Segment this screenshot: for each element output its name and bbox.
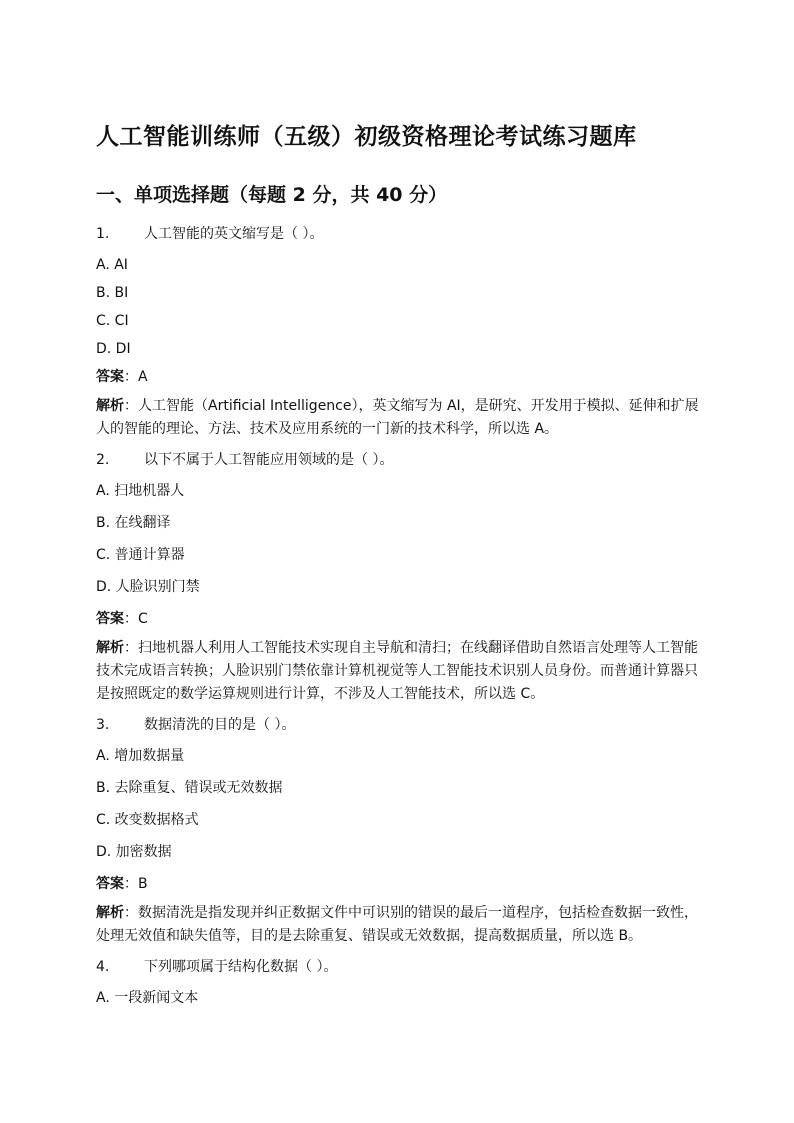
option-b: B. BI bbox=[96, 285, 129, 301]
answer-label: 答案 bbox=[96, 876, 124, 892]
explanation-text: 人工智能（Artificial Intelligence），英文缩写为 AI，是研究、开发用于模拟、延伸和扩展人的智能的理论、方法、技术及应用系统的一门新的技术科学，所以选 A。 bbox=[96, 398, 699, 437]
explanation-label: 解析 bbox=[96, 398, 124, 414]
answer-value: C bbox=[138, 611, 148, 627]
answer-label: 答案 bbox=[96, 611, 124, 627]
section-heading: 一、单项选择题（每题 2 分，共 40 分） bbox=[96, 184, 448, 206]
explanation-text: 扫地机器人利用人工智能技术实现自主导航和清扫；在线翻译借助自然语言处理等人工智能技术完成语言转换；人脸识别门禁依靠计算机视觉等人工智能技术识别人员身份。而普通计算器只是按照既定的数学运算规则进行计算，不涉及人工智能技术，所以选 C。 bbox=[96, 640, 698, 702]
option-c: C. 普通计算器 bbox=[96, 547, 185, 563]
question-stem bbox=[96, 713, 706, 737]
explanation-label: 解析 bbox=[96, 905, 124, 921]
option-d: D. DI bbox=[96, 341, 131, 357]
explanation-text: 数据清洗是指发现并纠正数据文件中可识别的错误的最后一道程序，包括检查数据一致性，处理无效值和缺失值等，目的是去除重复、错误或无效数据，提高数据质量，所以选 B。 bbox=[96, 905, 698, 944]
question-text: 数据清洗的目的是（ ）。 bbox=[144, 717, 296, 733]
question-text: 以下不属于人工智能应用领域的是（ ）。 bbox=[144, 452, 394, 468]
explanation: 解析：数据清洗是指发现并纠正数据文件中可识别的错误的最后一道程序，包括检查数据一致性，处理无效值和缺失值等，目的是去除重复、错误或无效数据，提高数据质量，所以选 B。 bbox=[96, 905, 698, 944]
option-d: D. 加密数据 bbox=[96, 844, 172, 860]
question-stem bbox=[96, 448, 706, 472]
explanation: 解析：人工智能（Artificial Intelligence），英文缩写为 AI，是研究、开发用于模拟、延伸和扩展人的智能的理论、方法、技术及应用系统的一门新的技术科学，所以选 A。 bbox=[96, 398, 699, 437]
question-stem bbox=[96, 955, 706, 979]
explanation-label: 解析 bbox=[96, 640, 124, 656]
question-2 bbox=[96, 448, 706, 706]
question-number: 4. bbox=[96, 959, 110, 975]
question-3 bbox=[96, 713, 706, 948]
question-text: 下列哪项属于结构化数据（ ）。 bbox=[144, 959, 338, 975]
question-number: 3. bbox=[96, 717, 110, 733]
answer-value: A bbox=[138, 369, 148, 385]
question-text: 人工智能的英文缩写是（ ）。 bbox=[144, 226, 324, 242]
answer-line: 答案：C bbox=[96, 611, 148, 627]
option-a: A. 一段新闻文本 bbox=[96, 990, 199, 1006]
answer-label: 答案 bbox=[96, 369, 124, 385]
question-1 bbox=[96, 222, 706, 441]
question-list bbox=[96, 222, 706, 1018]
option-b: B. 在线翻译 bbox=[96, 515, 171, 531]
question-number: 1. bbox=[96, 226, 110, 242]
option-a: A. 增加数据量 bbox=[96, 748, 185, 764]
answer-line: 答案：A bbox=[96, 369, 148, 385]
option-a: A. AI bbox=[96, 257, 128, 273]
question-stem bbox=[96, 222, 706, 246]
question-number: 2. bbox=[96, 452, 110, 468]
option-c: C. CI bbox=[96, 313, 129, 329]
option-a: A. 扫地机器人 bbox=[96, 483, 185, 499]
answer-value: B bbox=[138, 876, 148, 892]
answer-line: 答案：B bbox=[96, 876, 148, 892]
option-c: C. 改变数据格式 bbox=[96, 812, 199, 828]
document-title: 人工智能训练师（五级）初级资格理论考试练习题库 bbox=[96, 124, 637, 150]
option-b: B. 去除重复、错误或无效数据 bbox=[96, 780, 283, 796]
option-d: D. 人脸识别门禁 bbox=[96, 579, 200, 595]
explanation: 解析：扫地机器人利用人工智能技术实现自主导航和清扫；在线翻译借助自然语言处理等人工智能技术完成语言转换；人脸识别门禁依靠计算机视觉等人工智能技术识别人员身份。而普通计算器只是按照既定的数学运算规则进行计算，不涉及人工智能技术，所以选 C。 bbox=[96, 640, 698, 702]
question-4 bbox=[96, 955, 706, 1010]
